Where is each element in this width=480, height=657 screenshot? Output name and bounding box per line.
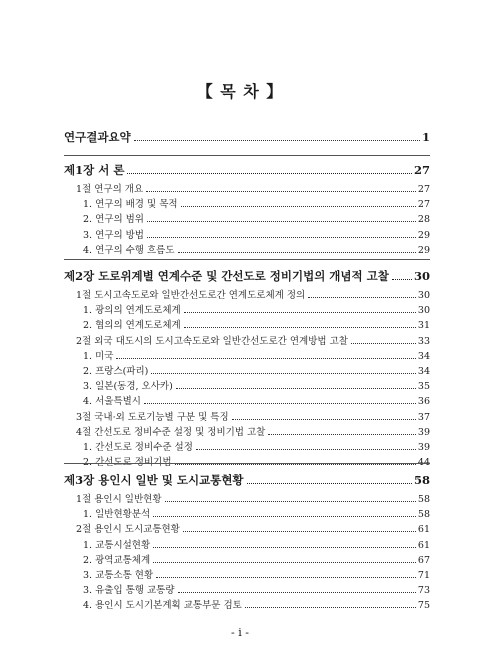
toc-subsection (83, 348, 430, 362)
toc-chapter (64, 162, 430, 178)
entry-page: 75 (417, 600, 430, 612)
dot-leader (178, 252, 416, 253)
entry-page: 34 (417, 350, 430, 362)
dot-leader (165, 501, 416, 502)
toc-subsection (83, 302, 430, 316)
entry-page: 44 (417, 457, 430, 469)
dot-leader (245, 607, 416, 608)
entry-label: 3. 일본(동경, 오사카) (83, 381, 173, 393)
dot-leader (127, 173, 412, 174)
entry-label: 1. 연구의 배경 및 목적 (83, 199, 178, 211)
entry-page: 61 (417, 539, 430, 551)
page-number: - i - (231, 626, 249, 639)
entry-page: 37 (417, 411, 430, 423)
dot-leader (184, 312, 416, 313)
entry-label: 2. 간선도로 정비기법 (83, 457, 172, 469)
entry-page: 58 (413, 473, 430, 487)
dot-leader (268, 434, 416, 435)
entry-page: 34 (417, 366, 430, 377)
entry-label: 1절 연구의 개요 (76, 184, 144, 195)
entry-page: 36 (417, 396, 430, 408)
dot-leader (308, 297, 416, 298)
dot-leader (147, 237, 416, 238)
dot-leader (183, 531, 416, 532)
chapter-divider (64, 155, 430, 156)
dot-leader (156, 577, 416, 578)
entry-label: 1. 교통시설현황 (83, 539, 151, 551)
page-title: 【 목 차 】 (196, 82, 284, 101)
dot-leader (153, 562, 416, 563)
toc-subsection (83, 211, 430, 225)
toc-subsection (83, 582, 430, 596)
entry-label: 4절 간선도로 정비수준 설정 및 정비기법 고찰 (76, 426, 266, 438)
entry-page: 30 (413, 269, 430, 283)
dot-leader (116, 358, 415, 359)
toc-subsection (83, 242, 430, 256)
entry-page: 39 (417, 442, 430, 453)
chapter-divider (64, 259, 430, 260)
dot-leader (153, 516, 416, 517)
entry-label: 1. 미국 (83, 350, 114, 362)
toc-subsection (83, 363, 430, 377)
entry-page: 30 (417, 305, 430, 317)
entry-label: 연구결과요약 (64, 130, 131, 144)
entry-page: 73 (417, 585, 430, 597)
toc-section (76, 424, 430, 438)
entry-page: 33 (417, 335, 430, 347)
entry-page: 61 (417, 524, 430, 536)
dot-leader (151, 373, 416, 374)
entry-label: 1. 간선도로 정비수준 설정 (83, 442, 193, 453)
entry-label: 3. 연구의 방법 (83, 229, 144, 241)
entry-page: 67 (417, 554, 430, 566)
toc-section (76, 491, 430, 505)
entry-page: 71 (417, 570, 430, 581)
toc-subsection (83, 597, 430, 611)
toc-chapter (64, 472, 430, 488)
entry-label: 4. 서울특별시 (83, 396, 141, 408)
toc-subsection (83, 567, 430, 581)
dot-leader (175, 464, 416, 465)
dot-leader (153, 547, 416, 548)
entry-label: 3. 교통소통 현황 (83, 570, 154, 581)
entry-page: 39 (417, 426, 430, 438)
entry-page: 35 (417, 381, 430, 393)
entry-label: 1. 일반현황분석 (83, 509, 151, 521)
entry-page: 58 (417, 494, 430, 505)
entry-label: 제1장 서 론 (64, 163, 125, 177)
entry-page: 27 (413, 163, 430, 177)
dot-leader (196, 449, 416, 450)
entry-label: 2. 연구의 범위 (83, 214, 144, 226)
dot-leader (176, 388, 416, 389)
toc-section (76, 333, 430, 347)
dot-leader (147, 221, 416, 222)
entry-page: 29 (417, 229, 430, 241)
entry-label: 1절 용인시 일반현황 (76, 494, 162, 505)
entry-label: 2. 협의의 연계도로체계 (83, 320, 181, 332)
dot-leader (232, 419, 416, 420)
toc-subsection (83, 506, 430, 520)
entry-label: 4. 연구의 수행 흐름도 (83, 244, 175, 256)
entry-label: 제3장 용인시 일반 및 도시교통현황 (64, 473, 244, 487)
entry-label: 2절 용인시 도시교통현황 (76, 524, 180, 536)
toc-subsection (83, 393, 430, 407)
entry-page: 27 (417, 199, 430, 211)
entry-page: 30 (417, 290, 430, 301)
toc-subsection (83, 227, 430, 241)
toc-subsection (83, 317, 430, 331)
entry-label: 3. 유출입 통행 교통량 (83, 585, 175, 597)
entry-label: 2. 광역교통체계 (83, 554, 151, 566)
entry-label: 4. 용인시 도시기본계획 교통부문 검토 (83, 600, 242, 612)
dot-leader (184, 327, 416, 328)
toc-subsection (83, 454, 430, 468)
dot-leader (181, 206, 416, 207)
toc-subsection (83, 378, 430, 392)
toc-section (76, 287, 430, 301)
entry-page: 31 (417, 320, 430, 332)
entry-label: 1절 도시고속도로와 일반간선도로간 연계도로체계 정의 (76, 290, 306, 301)
dot-leader (392, 279, 412, 280)
toc-summary (64, 129, 430, 145)
toc-subsection (83, 537, 430, 551)
toc-chapter (64, 268, 430, 284)
entry-label: 3절 국내·외 도로기능별 구분 및 특징 (76, 411, 229, 423)
entry-label: 2절 외국 대도시의 도시고속도로와 일반간선도로간 연계방법 고찰 (76, 335, 348, 347)
dot-leader (134, 140, 420, 141)
chapter-divider (64, 463, 430, 464)
entry-page: 58 (417, 509, 430, 521)
entry-label: 제2장 도로위계별 연계수준 및 간선도로 정비기법의 개념적 고찰 (64, 269, 389, 283)
dot-leader (178, 592, 416, 593)
entry-page: 28 (417, 214, 430, 226)
entry-label: 1. 광의의 연계도로체계 (83, 305, 181, 317)
dot-leader (144, 403, 416, 404)
entry-label: 2. 프랑스(파리) (83, 366, 149, 377)
entry-page: 1 (421, 130, 430, 144)
toc-subsection (83, 552, 430, 566)
entry-page: 29 (417, 244, 430, 256)
toc-section (76, 409, 430, 423)
toc-section (76, 181, 430, 195)
dot-leader (247, 483, 412, 484)
dot-leader (351, 343, 416, 344)
toc-section (76, 521, 430, 535)
entry-page: 27 (417, 184, 430, 195)
dot-leader (146, 191, 416, 192)
toc-subsection (83, 439, 430, 453)
toc-subsection (83, 196, 430, 210)
